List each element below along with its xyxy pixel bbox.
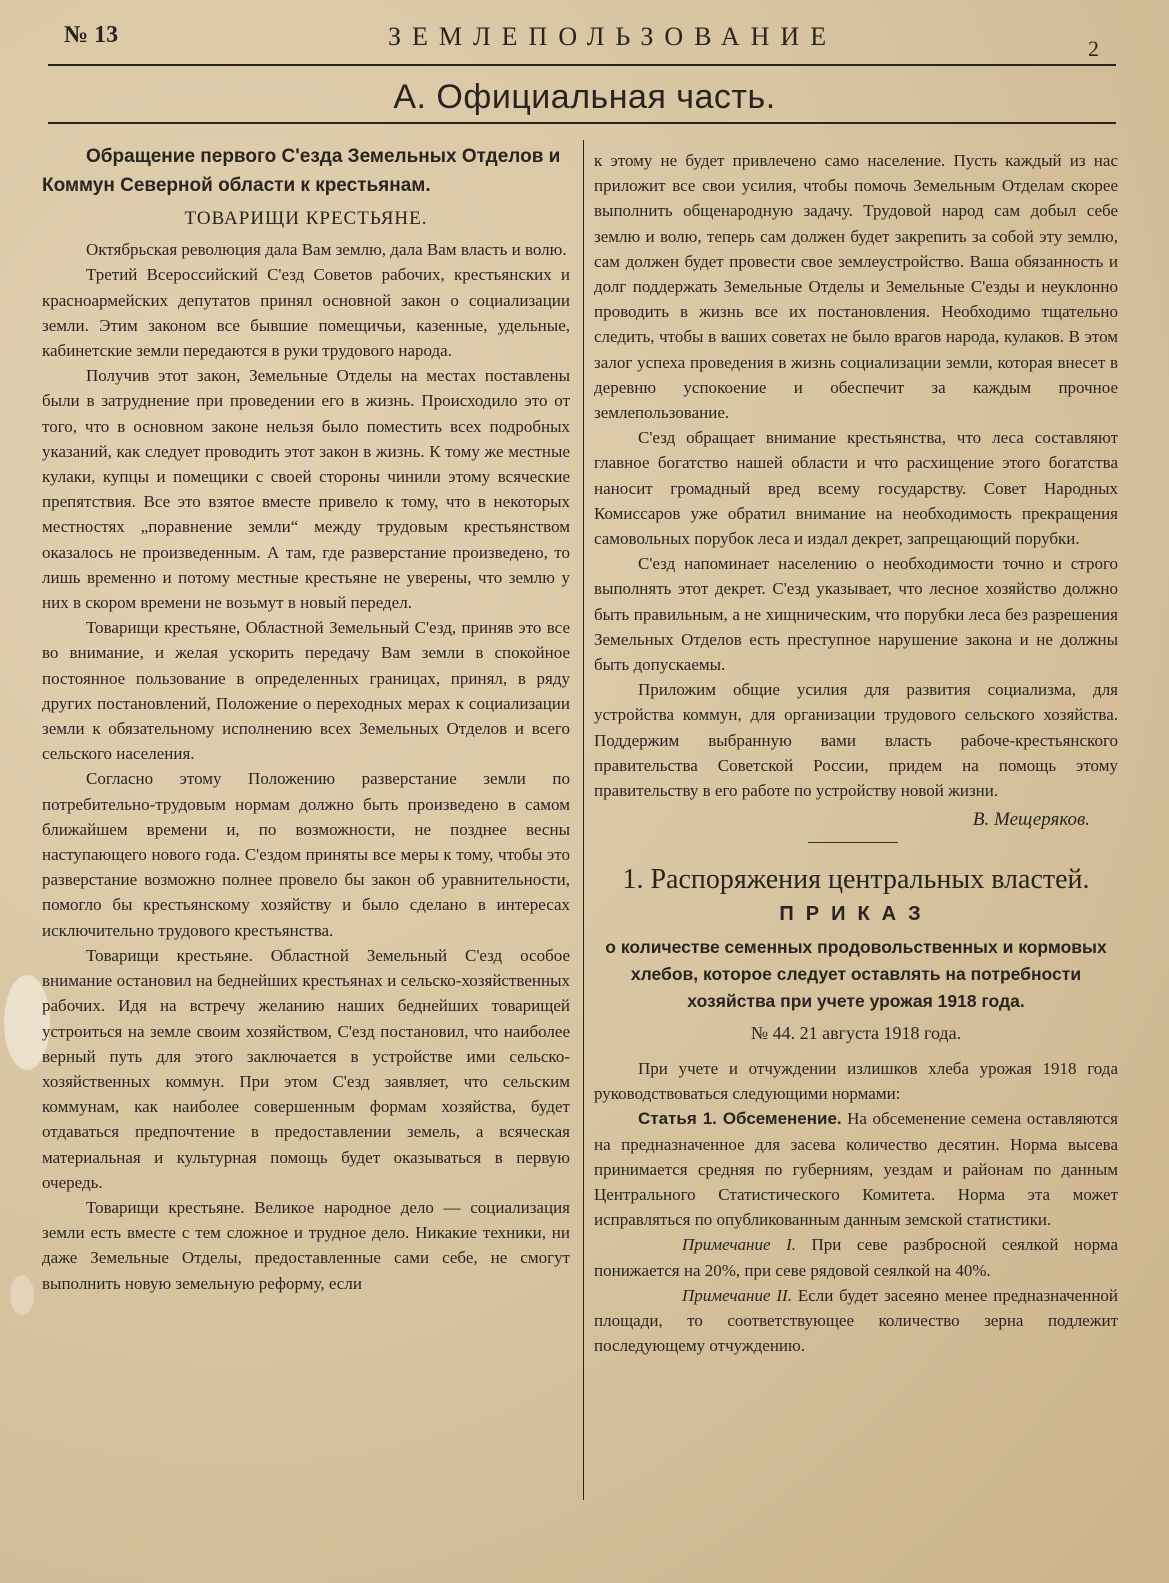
- article-1: [594, 1106, 1118, 1232]
- column-divider: [583, 140, 584, 1500]
- paragraph: Получив этот закон, Земельные Отделы на местах поставлены были в затруднение при проведении его в жизнь. Происходило это от того, что в основном законе нельзя было поместить всех подробных указаний, как следует проводить этот закон в жизнь. К тому же местные кулаки, купцы и помещики с своей стороны чинили этому всяческие препятствия. Все это взятое вместе привело к тому, что в некоторых местностях „поравнение земли“ между трудовым крестьянством оказалось не произведенным. А там, где разверстание произведено, то лишь временно и потому местные крестьяне не уверены, что землю у них в скором времени не возьмут в новый передел.: [42, 366, 570, 613]
- section-title: А. Официальная часть.: [393, 78, 776, 116]
- paragraph: Октябрьская революция дала Вам землю, дала Вам власть и волю.: [86, 240, 567, 260]
- issue-number: № 13: [64, 22, 119, 48]
- note-2: [594, 1283, 1118, 1359]
- note-text: При севе разбросной сеялкой норма понижается на 20%, при севе рядовой сеялкой на 40%.: [594, 1235, 1118, 1280]
- note-text: Если будет засеяно менее предназначенной площади, то соответствующее количество зерна подлежит последующему отчуждению.: [594, 1285, 1119, 1356]
- paragraph: С'езд напоминает населению о необходимости точно и строго выполнять этот декрет. С'езд указывает, что лесное хозяйство должно быть правильным, а не хищническим, что порубки леса без разрешения Земельных Отделов есть преступное нарушение закона и не должны быть допускаемы.: [594, 554, 1118, 675]
- note-label: Примечание I.: [682, 1235, 796, 1255]
- note-1: [594, 1232, 1118, 1282]
- paragraph: С'езд обращает внимание крестьянства, что леса составляют главное богатство нашей области и что расхищение этого богатства наносит громадный вред всему государству. Совет Народных Комиссаров уже обратил внимание на необходимость прекращения самовольных порубок леса и издал декрет, запрещающий порубки.: [594, 428, 1118, 549]
- article-text: На обсеменение семена оставляются на предназначенное для засева количество десятин. Норма высева принимается средняя по губерниям, уездам и районам по данным Центрального Статистического Комитета. Норма эта может исправляться по опубликованным данным земской статистики.: [594, 1109, 1119, 1230]
- paragraph: Приложим общие усилия для развития социализма, для устройства коммун, для организации трудового сельского хозяйства. Поддержим выбранную вами власть рабоче-крестьянского правительства Советской России, придем на помощь этому правительству в его работе по устройству новой жизни.: [594, 680, 1118, 801]
- order-heading: ПРИКАЗ: [779, 903, 933, 926]
- decrees-heading: 1. Распоряжения центральных властей.: [622, 864, 1090, 896]
- header-rule: [48, 64, 1116, 66]
- paragraph: Третий Всероссийский С'езд Советов рабочих, крестьянских и красноармейских депутатов принял основной закон о социализации земли. Этим законом все бывшие помещичьи, казенные, удельные, кабинетские земли передаются в руки трудового народа.: [42, 265, 570, 361]
- newspaper-title: ЗЕМЛЕПОЛЬЗОВАНИЕ: [388, 22, 838, 51]
- left-column: [42, 142, 570, 1296]
- paragraph: Товарищи крестьяне. Великое народное дело — социализация земли есть вместе с тем сложное и трудное дело. Никакие техники, ни даже Земельные Отделы, предоставленные сами себе, не смогут выполнить новую земельную реформу, если: [42, 1197, 570, 1293]
- paragraph: к этому не будет привлечено само население. Пусть каждый из нас приложит все свои усилия, чтобы помочь Земельным Отделам скорее выполнить общенародную задачу. Трудовой народ сам добыл себе землю и волю, теперь сам должен будет закрепить за собой эту землю, сам должен будет провести свое землеустройство. Ваша обязанность и долг поддержать Земельные Отделы и Земельные С'езды и неуклонно проводить в жизнь все их постановления. Необходимо тщательно следить, чтобы в ваших советах не было врагов народа, кулаков. В этом залог успеха проведения в жизнь социализации земли, которая внесет в деревню успокоение и обеспечит за каждым прочное землепользование.: [594, 151, 1118, 423]
- appeal-title: Обращение первого С'езда Земельных Отделов и Коммун Северной области к крестьянам.: [42, 146, 561, 196]
- right-column: [594, 148, 1118, 1358]
- order-number: № 44. 21 августа 1918 года.: [750, 1022, 962, 1043]
- article-label: Статья 1. Обсеменение.: [638, 1109, 842, 1129]
- paragraph: При учете и отчуждении излишков хлеба урожая 1918 года руководствоваться следующими нормами:: [594, 1058, 1118, 1104]
- paragraph: Товарищи крестьяне. Областной Земельный С'езд особое внимание остановил на беднейших крестьянах и сельско-хозяйственных рабочих. Идя на встречу желанию наших беднейших товарищей устроиться на земле своим хозяйством, С'езд постановил, что наиболее верный путь для этого заключается в устройстве ими сельско-хозяйственных коммун. При этом С'езд заявляет, что сельским коммунам, как наиболее совершенным формам хозяйства, будет отдаваться предпочтение в предоставлении земель, а всяческая материальная и культурная помощь будет оказываться в первую очередь.: [42, 945, 570, 1192]
- salutation: ТОВАРИЩИ КРЕСТЬЯНЕ.: [184, 208, 428, 229]
- paragraph: Товарищи крестьяне, Областной Земельный С'езд, приняв это все во внимание, и желая ускорить передачу Вам земли в спокойное постоянное пользование в определенных границах, принял, в ряду других постановлений, Положение о переходных мерах к социализации земли к обязательному исполнению всех Земельных Отделов и всего сельского населения.: [42, 618, 570, 764]
- note-label: Примечание II.: [682, 1285, 792, 1305]
- page-number: 2: [1088, 36, 1099, 61]
- paragraph: Согласно этому Положению разверстание земли по потребительно-трудовым нормам должно быть произведено в самом ближайшем времени и, по возможности, не позднее весны наступающего нового года. С'ездом приняты все меры к тому, чтобы это разверстание возможно полнее провело бы закон об уравнительности, помогло бы крестьянскому хозяйству и было сделано в интересах исключительно трудового крестьянства.: [42, 769, 570, 940]
- order-title: о количестве семенных продовольственных и кормовых хлебов, которое следует оставлять на потребности хозяйства при учете урожая 1918 года.: [605, 936, 1107, 1011]
- separator: [808, 842, 898, 843]
- section-rule: [48, 122, 1116, 124]
- paper-stain: [10, 1275, 34, 1315]
- signature: В. Мещеряков.: [972, 809, 1090, 831]
